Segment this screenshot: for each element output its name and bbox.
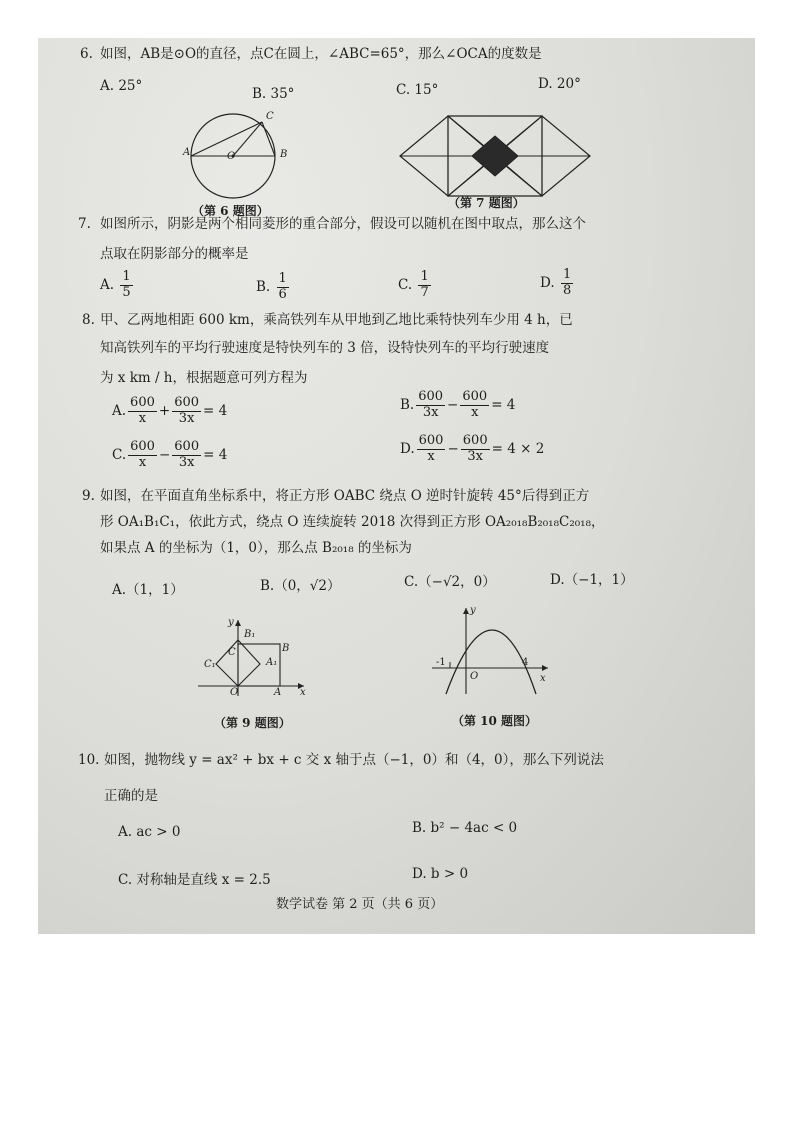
q10-label-o: O — [470, 671, 479, 682]
q10-option-c: C. 对称轴是直线 x = 2.5 — [118, 872, 271, 888]
q9-label-b1: B₁ — [244, 629, 256, 640]
q8-option-b — [400, 390, 515, 421]
q7-option-c-den: 7 — [420, 284, 429, 300]
q7-option-a — [100, 270, 135, 301]
q6-number: 6. — [80, 46, 93, 62]
q8-number: 8. — [82, 312, 95, 328]
q8-option-c-letter: C. — [112, 447, 127, 464]
q8-c-op: − — [158, 447, 171, 464]
q9-label-y: y — [228, 617, 234, 628]
q8-line1: 甲、乙两地相距 600 km，乘高铁列车从甲地到乙地比乘特快列车少用 4 h，已 — [100, 312, 573, 328]
page-footer: 数学试卷 第 2 页（共 6 页） — [276, 897, 444, 912]
q6-option-c: C. 15° — [396, 82, 439, 98]
q8-a-rhs: = 4 — [203, 403, 228, 420]
q8-a-n2: 600 — [174, 395, 200, 410]
q10-label-4: 4 — [522, 657, 529, 668]
q6-text: 如图，AB是⊙O的直径，点C在圆上，∠ABC=65°，那么∠OCA的度数是 — [100, 46, 542, 62]
q9-label-c: C — [228, 647, 236, 658]
q7-option-b — [256, 272, 291, 303]
q7-option-b-letter: B. — [256, 278, 271, 295]
q8-c-n2: 600 — [174, 439, 200, 454]
q8-b-op: − — [447, 397, 459, 414]
q10-option-a: A. ac > 0 — [118, 824, 181, 840]
q8-option-c — [112, 440, 227, 471]
q9-caption: （第 9 题图） — [214, 716, 291, 730]
q8-option-d — [400, 434, 544, 465]
q10-number: 10. — [78, 752, 100, 768]
q8-b-n1: 600 — [418, 389, 444, 404]
q8-option-a-letter: A. — [112, 403, 127, 420]
q9-line2: 形 OA₁B₁C₁，依此方式，绕点 O 连续旋转 2018 次得到正方形 OA₂₀₁₈B₂₀₁₈C₂₀₁₈， — [100, 514, 605, 530]
q8-line2: 知高铁列车的平均行驶速度是特快列车的 3 倍，设特快列车的平均行驶速度 — [100, 340, 550, 356]
q9-option-c: C.（−√2，0） — [404, 574, 496, 590]
q7-option-c-letter: C. — [398, 276, 413, 293]
q10-label-x: x — [540, 673, 546, 684]
q8-b-rhs: = 4 — [491, 397, 516, 414]
q8-a-d2: 3x — [178, 410, 195, 426]
q8-d-n2: 600 — [462, 433, 488, 448]
q10-caption: （第 10 题图） — [452, 714, 538, 728]
q7-line1: 如图所示，阴影是两个相同菱形的重合部分，假设可以随机在图中取点，那么这个 — [100, 216, 586, 232]
q8-line3: 为 x km / h，根据题意可列方程为 — [100, 370, 308, 386]
q10-option-b: B. b² − 4ac < 0 — [412, 820, 518, 836]
q8-b-d2: x — [471, 404, 479, 420]
q10-figure — [432, 606, 552, 696]
q7-option-a-num: 1 — [122, 269, 131, 284]
q8-b-n2: 600 — [462, 389, 488, 404]
q6-label-a: A — [183, 147, 191, 158]
q8-a-d1: x — [138, 410, 147, 426]
q9-label-x: x — [300, 687, 306, 698]
q8-b-d1: 3x — [422, 404, 439, 420]
q7-line2: 点取在阴影部分的概率是 — [100, 246, 249, 262]
q10-line1: 如图，抛物线 y = ax² + bx + c 交 x 轴于点（−1，0）和（4，0），那么下列说法 — [104, 752, 604, 768]
q8-c-d2: 3x — [178, 454, 195, 470]
q6-label-b: B — [280, 149, 288, 160]
q9-option-a: A.（1，1） — [112, 582, 184, 598]
q8-c-d1: x — [138, 454, 147, 470]
q6-option-a: A. 25° — [100, 78, 143, 94]
q8-option-d-letter: D. — [400, 441, 415, 458]
q9-label-c1: C₁ — [204, 659, 216, 670]
q6-label-o: O — [227, 151, 236, 162]
q8-d-d1: x — [427, 448, 435, 464]
q8-c-rhs: = 4 — [203, 447, 228, 464]
q7-caption: （第 7 题图） — [448, 196, 525, 210]
q8-d-n1: 600 — [418, 433, 444, 448]
q7-figure — [400, 116, 590, 196]
q10-option-d: D. b > 0 — [412, 866, 469, 882]
q7-option-d-den: 8 — [562, 282, 572, 298]
q9-option-d: D.（−1，1） — [550, 572, 634, 588]
q8-d-d2: 3x — [467, 448, 483, 464]
q7-option-d-letter: D. — [540, 274, 555, 291]
q9-line1: 如图，在平面直角坐标系中，将正方形 OABC 绕点 O 逆时针旋转 45°后得到正方 — [100, 488, 590, 504]
q9-line3: 如果点 A 的坐标为（1，0），那么点 B₂₀₁₈ 的坐标为 — [100, 540, 412, 556]
q9-label-o: O — [230, 687, 239, 698]
q7-option-a-den: 5 — [122, 284, 131, 300]
q8-a-n1: 600 — [130, 395, 155, 410]
q8-d-rhs: = 4 × 2 — [491, 441, 545, 458]
q8-option-a — [112, 396, 227, 427]
q8-a-op: + — [158, 403, 171, 420]
q9-option-b: B.（0，√2） — [260, 578, 341, 594]
q7-option-c-num: 1 — [420, 269, 429, 284]
q8-c-n1: 600 — [130, 439, 155, 454]
q7-option-c — [398, 270, 433, 301]
q6-option-b: B. 35° — [252, 86, 295, 102]
q7-option-a-letter: A. — [100, 276, 115, 293]
q10-label-y: y — [470, 605, 476, 616]
q9-label-a: A — [274, 687, 282, 698]
q10-line2: 正确的是 — [104, 788, 158, 804]
q9-number: 9. — [82, 488, 95, 504]
q10-label-minus1: -1 — [436, 657, 446, 668]
q6-label-c: C — [266, 111, 274, 122]
q7-option-b-den: 6 — [278, 286, 287, 302]
q7-number: 7. — [78, 216, 91, 232]
exam-page-photo — [38, 38, 755, 934]
q7-option-d — [540, 268, 575, 299]
q8-d-op: − — [447, 441, 459, 458]
q7-option-d-num: 1 — [562, 267, 572, 282]
q6-option-d: D. 20° — [538, 76, 581, 92]
q9-label-a1: A₁ — [266, 657, 278, 668]
q6-caption: （第 6 题图） — [192, 204, 269, 218]
q9-label-b: B — [282, 643, 290, 654]
q7-option-b-num: 1 — [278, 271, 287, 286]
q8-option-b-letter: B. — [400, 397, 415, 414]
